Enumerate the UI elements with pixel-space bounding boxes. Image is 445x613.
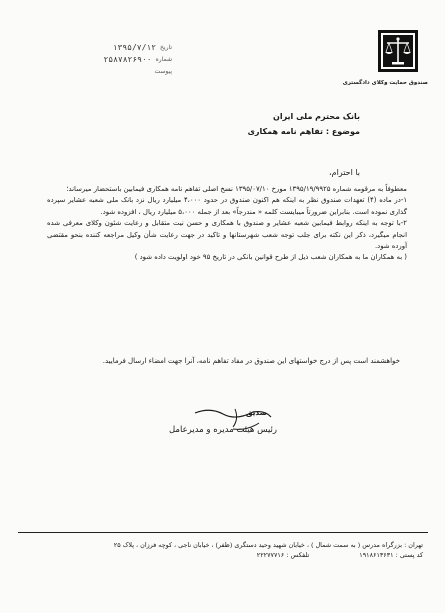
- subject: موضوع : تفاهم نامه همکاری: [247, 127, 360, 136]
- postal-code: کد پستی : ۱۹۱۸۶۱۳۶۳۱: [359, 551, 423, 559]
- number-value: ۲۵۸۷۸۲۶۹۰۰: [103, 55, 152, 64]
- paragraph-item-1: ۱-در ماده (۴) تعهدات صندوق نظر به اینکه هم اکنون صندوق در حدود ۴،۰۰۰ میلیارد ریال نزد بانک ملی شعبه عشایر سپرده گذاری نموده است. بنابراین ضرورتاً میبایست کلمه « مندرجاً» بعد از جمله ۵،۰۰۰ میلیارد ریال ، افزوده شود.: [47, 196, 408, 216]
- number-row: [62, 54, 172, 66]
- footer-address: تهران : بزرگراه مدرس ( به سمت شمال ) ، خیابان شهید وحید دستگری (ظفر) ، خیابان ناجی ، کوچه فرزان ، پلاک ۲۵: [113, 541, 423, 549]
- footer-divider: [18, 532, 428, 533]
- greeting: با احترام،: [329, 168, 360, 177]
- signature-block: [169, 405, 285, 465]
- signer-title: رئیس هیئت مدیره و مدیرعامل: [169, 425, 277, 435]
- paragraph-note: ( به همکاران ما به همکاران شعب ذیل از طرح قوانین بانکی در تاریخ ۹۵ خود اولویت داده شود ): [134, 253, 407, 262]
- letter-meta: [62, 42, 172, 78]
- org-logo-block: [342, 28, 428, 87]
- number-label: شماره: [155, 56, 172, 63]
- attachment-row: [62, 66, 172, 78]
- signer-name: صدیق: [245, 408, 267, 417]
- letter-body: [47, 184, 407, 264]
- attachment-label: پیوست: [154, 68, 172, 75]
- footer-contact-row: [23, 551, 423, 559]
- date-value: ۱۳۹۵/۷/۱۲: [112, 43, 157, 52]
- paragraph-intro: معطوفاً به مرقومه شماره ۱۳۹۵/۱۹/۹۹۲۵ مورخ ۱۳۹۵/۰۷/۱۰ نسخ اصلی تفاهم نامه همکاری فیمابین باستحضار میرساند؛: [66, 185, 407, 193]
- recipient: بانک محترم ملی ایران: [273, 112, 360, 121]
- date-label: تاریخ: [160, 44, 172, 51]
- paragraph-item-2: ۲-با توجه به اینکه روابط فیمابین شعبه عشایر و صندوق با همکاری و حسن نیت متقابل و رعایت شئون وکلای معرفی شده انجام میگیرد، ذکر این نکته برای جلب توجه شعب شهرستانها و تاکید در جهت رعایت شأن وکیل مراجعه کننده بنحو مقتضی آورده شود.: [47, 219, 407, 251]
- date-row: [62, 42, 172, 54]
- org-name: صندوق حمایت وکلای دادگستری: [342, 80, 428, 86]
- scales-of-justice-logo-icon: [376, 28, 420, 74]
- fax-number: تلفکس : ۲۲۲۷۷۷۱۶: [256, 551, 310, 559]
- closing-request: خواهشمند است پس از درج خواستهای این صندوق در مفاد تفاهم نامه، آنرا جهت امضاء ارسال فرمایید.: [102, 357, 400, 365]
